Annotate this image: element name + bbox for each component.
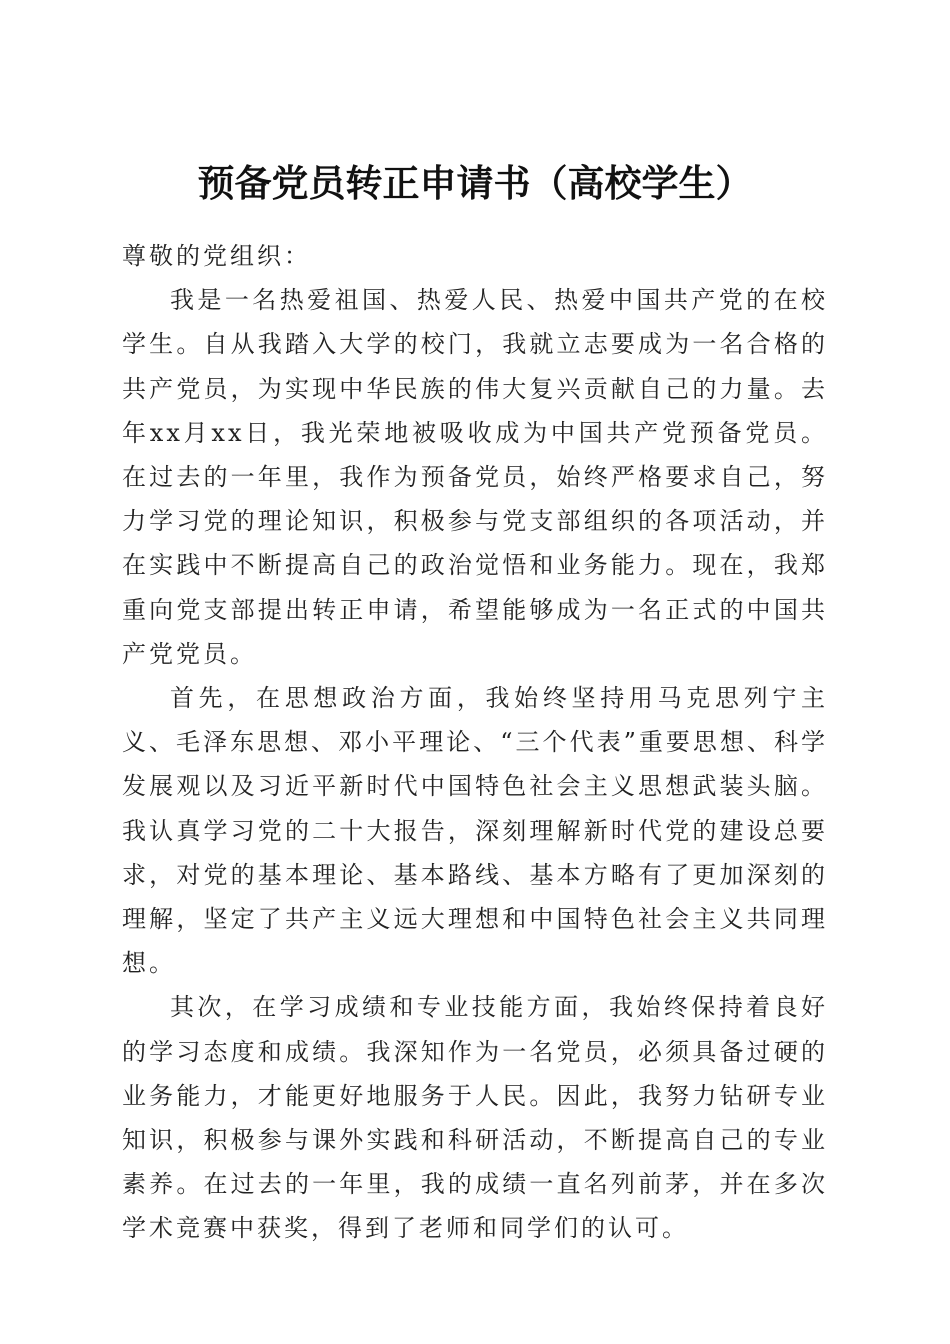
document-body [122, 234, 828, 1251]
salutation: 尊敬的党组织： [122, 242, 311, 270]
document-title: 预备党员转正申请书（高校学生） [197, 160, 753, 205]
paragraph-academic-performance: 其次，在学习成绩和专业技能方面，我始终保持着良好的学习态度和成绩。我深知作为一名党员，必须具备过硬的业务能力，才能更好地服务于人民。因此，我努力钻研专业知识，积极参与课外实践和科研活动，不断提高自己的专业素养。在过去的一年里，我的成绩一直名列前茅，并在多次学术竞赛中获奖，得到了老师和同学们的认可。 [122, 993, 828, 1243]
paragraph-political-thought: 首先，在思想政治方面，我始终坚持用马克思列宁主义、毛泽东思想、邓小平理论、“三个代表”重要思想、科学发展观以及习近平新时代中国特色社会主义思想武装头脑。我认真学习党的二十大报告，深刻理解新时代党的建设总要求，对党的基本理论、基本路线、基本方略有了更加深刻的理解，坚定了共产主义远大理想和中国特色社会主义共同理想。 [122, 684, 828, 978]
paragraph-intro: 我是一名热爱祖国、热爱人民、热爱中国共产党的在校学生。自从我踏入大学的校门，我就立志要成为一名合格的共产党员，为实现中华民族的伟大复兴贡献自己的力量。去年xx月xx日，我光荣地被吸收成为中国共产党预备党员。在过去的一年里，我作为预备党员，始终严格要求自己，努力学习党的理论知识，积极参与党支部组织的各项活动，并在实践中不断提高自己的政治觉悟和业务能力。现在，我郑重向党支部提出转正申请，希望能够成为一名正式的中国共产党党员。 [122, 286, 828, 668]
